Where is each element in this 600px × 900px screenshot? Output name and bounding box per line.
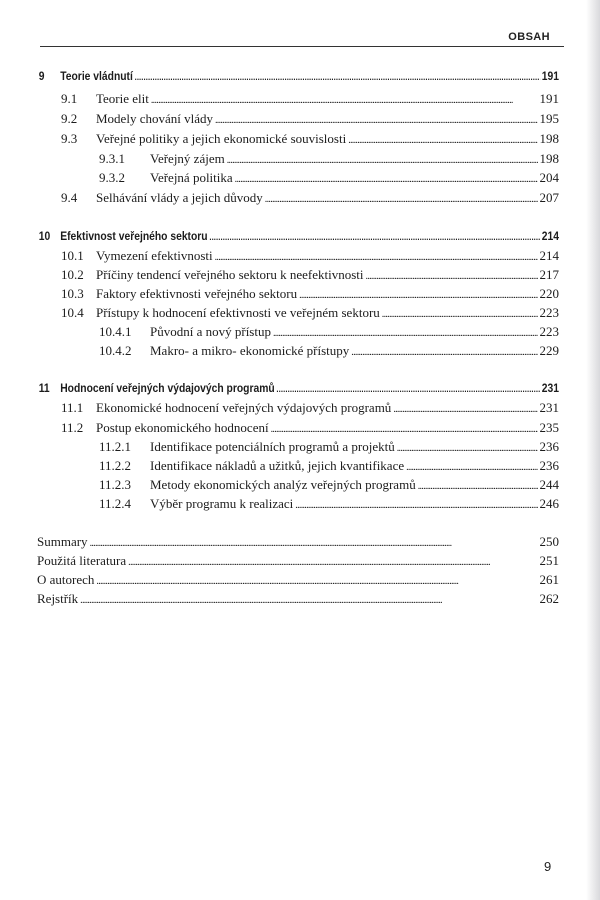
toc-entry-page: 207 xyxy=(539,190,559,205)
dot-leader xyxy=(295,496,537,512)
dot-leader xyxy=(215,248,538,264)
toc-entry-title: Hodnocení veřejných výdajových programů xyxy=(60,381,275,395)
dot-leader xyxy=(351,343,537,359)
toc-entry-title: Výběr programu k realizaci xyxy=(150,496,294,511)
dot-leader xyxy=(209,229,540,243)
page-edge-shadow xyxy=(586,0,600,900)
toc-entry-number: 10.4 xyxy=(61,305,84,320)
toc-entry-number: 10.1 xyxy=(61,248,84,263)
toc-entry-number: 9.1 xyxy=(61,91,78,106)
toc-entry-page: 198 xyxy=(539,131,559,146)
toc-section-entry xyxy=(37,151,559,167)
toc-entry-title: Veřejný zájem xyxy=(150,151,225,166)
toc-entry-title: Efektivnost veřejného sektoru xyxy=(60,229,208,243)
toc-section-entry xyxy=(37,131,559,147)
toc-entry-number: 11.2.4 xyxy=(99,496,132,511)
dot-leader xyxy=(151,91,538,107)
toc-section-entry xyxy=(37,286,559,302)
toc-entry-title: Makro- a mikro- ekonomické přístupy xyxy=(150,343,350,358)
toc-entry-number: 9.4 xyxy=(61,190,78,205)
toc-entry-number: 10.4.1 xyxy=(99,324,132,339)
dot-leader xyxy=(227,151,538,167)
toc-entry-page: 261 xyxy=(539,572,559,587)
toc-entry-page: 214 xyxy=(541,229,560,243)
toc-entry-title: O autorech xyxy=(37,572,95,587)
toc-chapter-entry xyxy=(37,229,559,245)
toc-backmatter-entry xyxy=(37,534,559,550)
dot-leader xyxy=(397,439,538,455)
toc-entry-page: 223 xyxy=(539,305,559,320)
toc-entry-title: Veřejné politiky a jejich ekonomické souvislosti xyxy=(96,131,347,146)
toc-entry-page: 191 xyxy=(541,69,560,83)
toc-entry-page: 236 xyxy=(539,439,559,454)
dot-leader xyxy=(271,420,538,436)
toc-entry-page: 198 xyxy=(539,151,559,166)
toc-section-entry xyxy=(37,420,559,436)
toc-entry-number: 11.2.1 xyxy=(99,439,132,454)
dot-leader xyxy=(135,69,540,83)
toc-entry-title: Faktory efektivnosti veřejného sektoru xyxy=(96,286,298,301)
toc-section-entry xyxy=(37,248,559,264)
toc-entry-title: Metody ekonomických analýz veřejných programů xyxy=(150,477,416,492)
toc-entry-page: 229 xyxy=(539,343,559,358)
toc-entry-title: Původní a nový přístup xyxy=(150,324,271,339)
dot-leader xyxy=(348,131,537,147)
toc-entry-title: Teorie vládnutí xyxy=(60,69,133,83)
toc-backmatter-entry xyxy=(37,572,559,588)
toc-entry-title: Použitá literatura xyxy=(37,553,127,568)
toc-entry-page: 217 xyxy=(539,267,559,282)
toc-entry-number: 11.2 xyxy=(61,420,84,435)
toc-entry-number: 9 xyxy=(38,69,45,83)
toc-section-entry xyxy=(37,324,559,340)
toc-entry-title: Rejstřík xyxy=(37,591,79,606)
dot-leader xyxy=(393,400,537,416)
toc-entry-page: 246 xyxy=(539,496,559,511)
dot-leader xyxy=(96,572,537,588)
dot-leader xyxy=(276,381,540,395)
toc-section-entry xyxy=(37,170,559,186)
toc-entry-title: Teorie elit xyxy=(96,91,149,106)
header-rule xyxy=(40,46,564,47)
toc-entry-title: Veřejná politika xyxy=(150,170,233,185)
toc-section-entry xyxy=(37,111,559,127)
dot-leader xyxy=(366,267,538,283)
toc-entry-page: 195 xyxy=(539,111,559,126)
toc-section-entry xyxy=(37,190,559,206)
toc-entry-page: 236 xyxy=(539,458,559,473)
toc-entry-page: 250 xyxy=(539,534,559,549)
toc-entry-page: 251 xyxy=(539,553,559,568)
toc-entry-number: 9.2 xyxy=(61,111,78,126)
dot-leader xyxy=(80,591,537,607)
toc-entry-number: 9.3 xyxy=(61,131,78,146)
toc-entry-page: 223 xyxy=(539,324,559,339)
toc-entry-title: Selhávání vlády a jejich důvody xyxy=(96,190,263,205)
toc-section-entry xyxy=(37,91,559,107)
dot-leader xyxy=(382,305,538,321)
toc-entry-number: 9.3.2 xyxy=(99,170,125,185)
toc-entry-number: 11.1 xyxy=(61,400,84,415)
toc-section-entry xyxy=(37,343,559,359)
dot-leader xyxy=(235,170,538,186)
dot-leader xyxy=(215,111,538,127)
toc-entry-number: 10.4.2 xyxy=(99,343,132,358)
toc-entry-title: Postup ekonomického hodnocení xyxy=(96,420,269,435)
toc-entry-title: Příčiny tendencí veřejného sektoru k neefektivnosti xyxy=(96,267,364,282)
toc-backmatter-entry xyxy=(37,553,559,569)
toc-section-entry xyxy=(37,400,559,416)
dot-leader xyxy=(90,534,538,550)
toc-entry-page: 244 xyxy=(539,477,559,492)
toc-section-entry xyxy=(37,477,559,493)
dot-leader xyxy=(128,553,537,569)
toc-entry-page: 220 xyxy=(539,286,559,301)
toc-backmatter-entry xyxy=(37,591,559,607)
toc-entry-page: 214 xyxy=(539,248,559,263)
toc-entry-number: 10 xyxy=(38,229,51,243)
dot-leader xyxy=(406,458,537,474)
toc-section-entry xyxy=(37,496,559,512)
running-header-title: OBSAH xyxy=(508,31,550,43)
toc-entry-number: 10.3 xyxy=(61,286,84,301)
toc-entry-page: 204 xyxy=(539,170,559,185)
dot-leader xyxy=(418,477,538,493)
toc-entry-number: 11.2.3 xyxy=(99,477,132,492)
toc-entry-title: Identifikace nákladů a užitků, jejich kvantifikace xyxy=(150,458,405,473)
toc-chapter-entry xyxy=(37,381,559,397)
toc-entry-page: 235 xyxy=(539,420,559,435)
toc-entry-title: Summary xyxy=(37,534,88,549)
toc-entry-page: 191 xyxy=(539,91,559,106)
toc-entry-page: 231 xyxy=(541,381,560,395)
toc-entry-number: 9.3.1 xyxy=(99,151,125,166)
toc-entry-number: 11.2.2 xyxy=(99,458,132,473)
toc-entry-title: Přístupy k hodnocení efektivnosti ve veřejném sektoru xyxy=(96,305,380,320)
toc-entry-number: 11 xyxy=(38,381,50,395)
dot-leader xyxy=(273,324,538,340)
toc-entry-title: Ekonomické hodnocení veřejných výdajových programů xyxy=(96,400,392,415)
dot-leader xyxy=(265,190,538,206)
toc-section-entry xyxy=(37,305,559,321)
toc-section-entry xyxy=(37,439,559,455)
toc-section-entry xyxy=(37,267,559,283)
page-number: 9 xyxy=(544,859,552,874)
toc-section-entry xyxy=(37,458,559,474)
toc-entry-number: 10.2 xyxy=(61,267,84,282)
toc-chapter-entry xyxy=(37,69,559,85)
toc-entry-title: Identifikace potenciálních programů a projektů xyxy=(150,439,395,454)
dot-leader xyxy=(299,286,537,302)
toc-entry-title: Vymezení efektivnosti xyxy=(96,248,213,263)
toc-entry-title: Modely chování vlády xyxy=(96,111,213,126)
toc-entry-page: 231 xyxy=(539,400,559,415)
toc-entry-page: 262 xyxy=(539,591,559,606)
